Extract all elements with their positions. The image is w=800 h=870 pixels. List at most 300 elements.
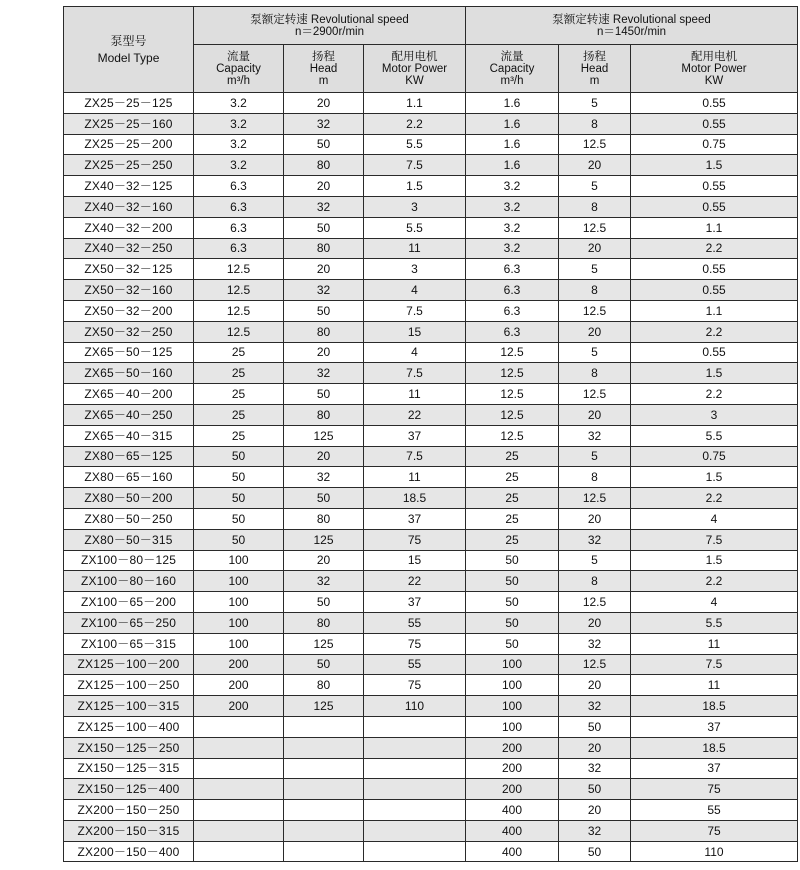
model-cell: ZX65－40－250 <box>64 404 194 425</box>
motor-power-1450-cell: 0.55 <box>631 113 798 134</box>
table-row <box>64 342 798 363</box>
table-row <box>64 217 798 238</box>
motor-power-1450-cell: 37 <box>631 758 798 779</box>
motor-power-2900-cell <box>364 800 466 821</box>
table-header <box>64 7 798 93</box>
head-2900-cell: 32 <box>284 280 364 301</box>
head-1450-cell: 8 <box>559 571 631 592</box>
capacity-1450-cell: 100 <box>466 675 559 696</box>
head-1450-cell: 32 <box>559 758 631 779</box>
capacity-1450-cell: 1.6 <box>466 93 559 114</box>
table-row <box>64 508 798 529</box>
table-row <box>64 425 798 446</box>
table-row <box>64 280 798 301</box>
head-1450-cell: 20 <box>559 404 631 425</box>
head-en: Head <box>309 62 338 75</box>
model-cell: ZX65－40－200 <box>64 384 194 405</box>
capacity-2900-cell: 100 <box>194 633 284 654</box>
table-row <box>64 259 798 280</box>
motor-power-1450-cell: 0.75 <box>631 446 798 467</box>
capacity-2900-cell: 100 <box>194 550 284 571</box>
head-2900-cell: 80 <box>284 321 364 342</box>
table-row <box>64 321 798 342</box>
motor-power-2900-cell: 1.5 <box>364 176 466 197</box>
table-row <box>64 612 798 633</box>
speed-group-1450-rpm: n＝1450r/min <box>596 25 667 38</box>
capacity-2900-cell: 3.2 <box>194 93 284 114</box>
motor-power-1450-cell: 11 <box>631 675 798 696</box>
head-1450-cell: 32 <box>559 425 631 446</box>
capacity-cn: 流量 <box>500 50 524 63</box>
motor-power-2900-cell: 11 <box>364 238 466 259</box>
motor-power-2900-cell: 75 <box>364 529 466 550</box>
model-cell: ZX50－32－125 <box>64 259 194 280</box>
table-row <box>64 800 798 821</box>
model-cell: ZX40－32－250 <box>64 238 194 259</box>
capacity-2900-cell: 12.5 <box>194 321 284 342</box>
table-row <box>64 779 798 800</box>
capacity-1450-cell: 12.5 <box>466 342 559 363</box>
head-1450-cell: 20 <box>559 321 631 342</box>
capacity-1450-cell: 100 <box>466 654 559 675</box>
capacity-1450-cell: 25 <box>466 529 559 550</box>
model-type-header <box>64 7 194 93</box>
model-cell: ZX125－100－250 <box>64 675 194 696</box>
motor-power-1450-cell: 1.5 <box>631 467 798 488</box>
table-row <box>64 592 798 613</box>
capacity-1450-cell: 12.5 <box>466 404 559 425</box>
head-2900-cell: 80 <box>284 675 364 696</box>
capacity-2900-cell <box>194 779 284 800</box>
head-1450-cell: 5 <box>559 550 631 571</box>
head-2900-cell: 20 <box>284 446 364 467</box>
motor-power-1450-cell: 0.55 <box>631 93 798 114</box>
motor-power-1450-cell: 1.5 <box>631 363 798 384</box>
head-1450-cell: 20 <box>559 800 631 821</box>
model-cell: ZX80－50－315 <box>64 529 194 550</box>
motor-header-2900 <box>364 45 466 93</box>
motor-power-1450-cell: 75 <box>631 779 798 800</box>
motor-power-2900-cell: 15 <box>364 321 466 342</box>
model-cell: ZX50－32－200 <box>64 300 194 321</box>
table-row <box>64 113 798 134</box>
head-1450-cell: 5 <box>559 259 631 280</box>
capacity-1450-cell: 50 <box>466 571 559 592</box>
capacity-2900-cell: 50 <box>194 467 284 488</box>
table-row <box>64 93 798 114</box>
motor-unit: KW <box>405 74 424 87</box>
table-row <box>64 758 798 779</box>
model-cell: ZX40－32－125 <box>64 176 194 197</box>
capacity-1450-cell: 1.6 <box>466 155 559 176</box>
capacity-1450-cell: 100 <box>466 716 559 737</box>
motor-power-2900-cell: 5.5 <box>364 217 466 238</box>
head-2900-cell: 32 <box>284 363 364 384</box>
capacity-1450-cell: 50 <box>466 550 559 571</box>
capacity-2900-cell: 200 <box>194 696 284 717</box>
model-cell: ZX100－80－160 <box>64 571 194 592</box>
head-1450-cell: 5 <box>559 446 631 467</box>
head-2900-cell <box>284 779 364 800</box>
table-row <box>64 841 798 862</box>
table-row <box>64 675 798 696</box>
model-cell: ZX80－65－125 <box>64 446 194 467</box>
head-2900-cell: 32 <box>284 113 364 134</box>
table-row <box>64 696 798 717</box>
capacity-1450-cell: 3.2 <box>466 217 559 238</box>
head-2900-cell: 50 <box>284 592 364 613</box>
head-2900-cell <box>284 820 364 841</box>
head-2900-cell <box>284 800 364 821</box>
capacity-1450-cell: 1.6 <box>466 113 559 134</box>
model-cell: ZX150－125－250 <box>64 737 194 758</box>
capacity-1450-cell: 200 <box>466 758 559 779</box>
table-row <box>64 529 798 550</box>
capacity-2900-cell: 25 <box>194 363 284 384</box>
capacity-1450-cell: 6.3 <box>466 259 559 280</box>
motor-power-1450-cell: 4 <box>631 508 798 529</box>
head-1450-cell: 12.5 <box>559 592 631 613</box>
motor-power-2900-cell <box>364 737 466 758</box>
model-cell: ZX125－100－400 <box>64 716 194 737</box>
table-row <box>64 134 798 155</box>
motor-power-2900-cell <box>364 820 466 841</box>
capacity-en: Capacity <box>489 62 535 75</box>
capacity-2900-cell: 50 <box>194 446 284 467</box>
speed-group-1450-header <box>466 7 798 45</box>
motor-power-1450-cell: 1.5 <box>631 155 798 176</box>
head-2900-cell: 20 <box>284 342 364 363</box>
table-row <box>64 737 798 758</box>
head-1450-cell: 8 <box>559 467 631 488</box>
capacity-2900-cell: 100 <box>194 612 284 633</box>
motor-power-2900-cell: 1.1 <box>364 93 466 114</box>
motor-power-2900-cell: 2.2 <box>364 113 466 134</box>
head-2900-cell: 50 <box>284 134 364 155</box>
head-2900-cell <box>284 737 364 758</box>
head-unit: m <box>589 74 600 87</box>
head-2900-cell: 125 <box>284 633 364 654</box>
capacity-2900-cell: 25 <box>194 384 284 405</box>
head-2900-cell: 80 <box>284 612 364 633</box>
model-type-cn: 泵型号 <box>110 33 147 48</box>
capacity-2900-cell: 50 <box>194 488 284 509</box>
motor-power-2900-cell: 4 <box>364 280 466 301</box>
motor-power-2900-cell: 4 <box>364 342 466 363</box>
capacity-2900-cell: 25 <box>194 404 284 425</box>
capacity-unit: m³/h <box>227 74 250 87</box>
head-cn: 扬程 <box>312 50 335 63</box>
model-cell: ZX125－100－200 <box>64 654 194 675</box>
capacity-1450-cell: 200 <box>466 737 559 758</box>
table-row <box>64 550 798 571</box>
head-2900-cell: 125 <box>284 529 364 550</box>
motor-power-2900-cell: 37 <box>364 425 466 446</box>
motor-power-1450-cell: 0.55 <box>631 196 798 217</box>
motor-power-2900-cell: 55 <box>364 654 466 675</box>
head-2900-cell: 20 <box>284 259 364 280</box>
model-cell: ZX100－65－250 <box>64 612 194 633</box>
head-2900-cell <box>284 841 364 862</box>
capacity-1450-cell: 400 <box>466 820 559 841</box>
capacity-1450-cell: 12.5 <box>466 384 559 405</box>
capacity-2900-cell: 12.5 <box>194 300 284 321</box>
model-cell: ZX80－50－200 <box>64 488 194 509</box>
motor-power-1450-cell: 11 <box>631 633 798 654</box>
capacity-2900-cell <box>194 758 284 779</box>
motor-power-2900-cell: 110 <box>364 696 466 717</box>
capacity-unit: m³/h <box>500 74 524 87</box>
capacity-1450-cell: 3.2 <box>466 176 559 197</box>
head-unit: m <box>318 74 329 87</box>
table-row <box>64 155 798 176</box>
motor-cn: 配用电机 <box>391 50 438 63</box>
motor-power-1450-cell: 0.75 <box>631 134 798 155</box>
speed-group-2900-title: 泵额定转速 Revolutional speed <box>250 13 409 26</box>
motor-power-2900-cell: 3 <box>364 196 466 217</box>
model-cell: ZX50－32－250 <box>64 321 194 342</box>
table-row <box>64 654 798 675</box>
head-2900-cell: 50 <box>284 217 364 238</box>
table-row <box>64 300 798 321</box>
pump-spec-table <box>63 6 798 862</box>
model-cell: ZX50－32－160 <box>64 280 194 301</box>
motor-power-2900-cell: 11 <box>364 384 466 405</box>
head-1450-cell: 32 <box>559 529 631 550</box>
table-row <box>64 716 798 737</box>
motor-power-1450-cell: 7.5 <box>631 654 798 675</box>
head-2900-cell: 20 <box>284 93 364 114</box>
motor-power-1450-cell: 4 <box>631 592 798 613</box>
motor-power-2900-cell: 75 <box>364 633 466 654</box>
head-1450-cell: 12.5 <box>559 217 631 238</box>
motor-en: Motor Power <box>681 62 747 75</box>
motor-power-2900-cell <box>364 758 466 779</box>
head-1450-cell: 20 <box>559 675 631 696</box>
motor-cn: 配用电机 <box>691 50 737 63</box>
motor-power-1450-cell: 0.55 <box>631 176 798 197</box>
head-1450-cell: 12.5 <box>559 654 631 675</box>
motor-power-2900-cell: 22 <box>364 404 466 425</box>
capacity-2900-cell: 25 <box>194 425 284 446</box>
capacity-2900-cell: 6.3 <box>194 176 284 197</box>
capacity-1450-cell: 25 <box>466 508 559 529</box>
capacity-1450-cell: 50 <box>466 592 559 613</box>
motor-power-2900-cell: 37 <box>364 592 466 613</box>
head-1450-cell: 32 <box>559 696 631 717</box>
head-1450-cell: 20 <box>559 508 631 529</box>
motor-power-2900-cell: 7.5 <box>364 155 466 176</box>
capacity-2900-cell <box>194 737 284 758</box>
head-1450-cell: 8 <box>559 363 631 384</box>
model-cell: ZX65－40－315 <box>64 425 194 446</box>
capacity-cn: 流量 <box>227 50 250 63</box>
model-cell: ZX200－150－315 <box>64 820 194 841</box>
motor-power-2900-cell: 37 <box>364 508 466 529</box>
motor-power-2900-cell: 18.5 <box>364 488 466 509</box>
motor-power-2900-cell: 7.5 <box>364 300 466 321</box>
capacity-1450-cell: 12.5 <box>466 425 559 446</box>
motor-power-1450-cell: 2.2 <box>631 488 798 509</box>
head-2900-cell: 50 <box>284 654 364 675</box>
motor-header-1450 <box>631 45 798 93</box>
motor-power-1450-cell: 75 <box>631 820 798 841</box>
capacity-1450-cell: 6.3 <box>466 321 559 342</box>
motor-power-2900-cell <box>364 779 466 800</box>
head-2900-cell <box>284 758 364 779</box>
model-cell: ZX100－65－200 <box>64 592 194 613</box>
capacity-2900-cell: 25 <box>194 342 284 363</box>
capacity-1450-cell: 50 <box>466 612 559 633</box>
motor-en: Motor Power <box>381 62 448 75</box>
table-row <box>64 467 798 488</box>
model-cell: ZX150－125－315 <box>64 758 194 779</box>
motor-power-1450-cell: 0.55 <box>631 280 798 301</box>
capacity-2900-cell <box>194 820 284 841</box>
table-body <box>64 93 798 862</box>
head-2900-cell: 80 <box>284 238 364 259</box>
head-2900-cell: 32 <box>284 196 364 217</box>
head-2900-cell: 80 <box>284 155 364 176</box>
motor-power-2900-cell: 7.5 <box>364 363 466 384</box>
capacity-2900-cell: 12.5 <box>194 259 284 280</box>
model-cell: ZX25－25－160 <box>64 113 194 134</box>
model-cell: ZX150－125－400 <box>64 779 194 800</box>
head-1450-cell: 12.5 <box>559 134 631 155</box>
capacity-2900-cell: 100 <box>194 571 284 592</box>
head-2900-cell: 80 <box>284 404 364 425</box>
capacity-1450-cell: 100 <box>466 696 559 717</box>
head-1450-cell: 5 <box>559 93 631 114</box>
head-1450-cell: 12.5 <box>559 300 631 321</box>
head-1450-cell: 20 <box>559 238 631 259</box>
motor-power-1450-cell: 2.2 <box>631 321 798 342</box>
speed-group-2900-rpm: n＝2900r/min <box>294 25 365 38</box>
head-1450-cell: 12.5 <box>559 488 631 509</box>
head-2900-cell: 125 <box>284 696 364 717</box>
motor-power-1450-cell: 2.2 <box>631 238 798 259</box>
capacity-1450-cell: 3.2 <box>466 238 559 259</box>
capacity-1450-cell: 6.3 <box>466 280 559 301</box>
head-en: Head <box>580 62 609 75</box>
model-cell: ZX200－150－400 <box>64 841 194 862</box>
capacity-1450-cell: 25 <box>466 467 559 488</box>
motor-power-2900-cell: 3 <box>364 259 466 280</box>
capacity-2900-cell: 200 <box>194 675 284 696</box>
model-cell: ZX100－65－315 <box>64 633 194 654</box>
model-cell: ZX80－65－160 <box>64 467 194 488</box>
head-1450-cell: 50 <box>559 716 631 737</box>
head-1450-cell: 8 <box>559 280 631 301</box>
table-row <box>64 176 798 197</box>
motor-power-1450-cell: 2.2 <box>631 571 798 592</box>
capacity-2900-cell: 200 <box>194 654 284 675</box>
motor-power-1450-cell: 55 <box>631 800 798 821</box>
table-row <box>64 446 798 467</box>
head-1450-cell: 5 <box>559 342 631 363</box>
capacity-2900-cell: 3.2 <box>194 134 284 155</box>
capacity-1450-cell: 3.2 <box>466 196 559 217</box>
head-1450-cell: 50 <box>559 841 631 862</box>
motor-power-1450-cell: 0.55 <box>631 342 798 363</box>
capacity-header-1450 <box>466 45 559 93</box>
motor-power-1450-cell: 5.5 <box>631 425 798 446</box>
head-2900-cell: 20 <box>284 550 364 571</box>
motor-power-1450-cell: 18.5 <box>631 737 798 758</box>
table-row <box>64 384 798 405</box>
motor-power-2900-cell: 15 <box>364 550 466 571</box>
motor-power-1450-cell: 1.1 <box>631 300 798 321</box>
motor-power-2900-cell: 7.5 <box>364 446 466 467</box>
motor-power-2900-cell: 11 <box>364 467 466 488</box>
head-2900-cell: 50 <box>284 300 364 321</box>
model-cell: ZX65－50－125 <box>64 342 194 363</box>
capacity-1450-cell: 12.5 <box>466 363 559 384</box>
motor-power-1450-cell: 7.5 <box>631 529 798 550</box>
capacity-1450-cell: 25 <box>466 446 559 467</box>
capacity-2900-cell: 12.5 <box>194 280 284 301</box>
table-row <box>64 363 798 384</box>
speed-group-1450-title: 泵额定转速 Revolutional speed <box>552 13 711 26</box>
head-1450-cell: 5 <box>559 176 631 197</box>
head-2900-cell <box>284 716 364 737</box>
model-cell: ZX40－32－200 <box>64 217 194 238</box>
capacity-1450-cell: 400 <box>466 800 559 821</box>
table-row <box>64 820 798 841</box>
head-2900-cell: 80 <box>284 508 364 529</box>
head-1450-cell: 12.5 <box>559 384 631 405</box>
motor-power-1450-cell: 18.5 <box>631 696 798 717</box>
capacity-2900-cell: 3.2 <box>194 113 284 134</box>
head-1450-cell: 32 <box>559 633 631 654</box>
capacity-2900-cell: 6.3 <box>194 238 284 259</box>
capacity-2900-cell: 100 <box>194 592 284 613</box>
model-cell: ZX80－50－250 <box>64 508 194 529</box>
head-2900-cell: 50 <box>284 384 364 405</box>
capacity-2900-cell <box>194 716 284 737</box>
motor-power-1450-cell: 37 <box>631 716 798 737</box>
motor-power-2900-cell: 5.5 <box>364 134 466 155</box>
motor-power-1450-cell: 5.5 <box>631 612 798 633</box>
capacity-2900-cell: 6.3 <box>194 196 284 217</box>
model-cell: ZX125－100－315 <box>64 696 194 717</box>
motor-power-1450-cell: 3 <box>631 404 798 425</box>
model-cell: ZX200－150－250 <box>64 800 194 821</box>
motor-power-1450-cell: 1.1 <box>631 217 798 238</box>
model-cell: ZX65－50－160 <box>64 363 194 384</box>
capacity-2900-cell <box>194 841 284 862</box>
head-1450-cell: 8 <box>559 113 631 134</box>
head-1450-cell: 50 <box>559 779 631 800</box>
capacity-en: Capacity <box>216 62 261 75</box>
capacity-header-2900 <box>194 45 284 93</box>
head-2900-cell: 20 <box>284 176 364 197</box>
head-cn: 扬程 <box>583 50 606 63</box>
motor-power-1450-cell: 2.2 <box>631 384 798 405</box>
model-type-en: Model Type <box>97 50 160 65</box>
head-header-2900 <box>284 45 364 93</box>
table-row <box>64 633 798 654</box>
head-1450-cell: 20 <box>559 612 631 633</box>
capacity-2900-cell: 50 <box>194 529 284 550</box>
motor-unit: KW <box>704 74 724 87</box>
motor-power-2900-cell: 55 <box>364 612 466 633</box>
model-cell: ZX40－32－160 <box>64 196 194 217</box>
table-row <box>64 404 798 425</box>
table-row <box>64 196 798 217</box>
model-cell: ZX25－25－200 <box>64 134 194 155</box>
motor-power-1450-cell: 0.55 <box>631 259 798 280</box>
